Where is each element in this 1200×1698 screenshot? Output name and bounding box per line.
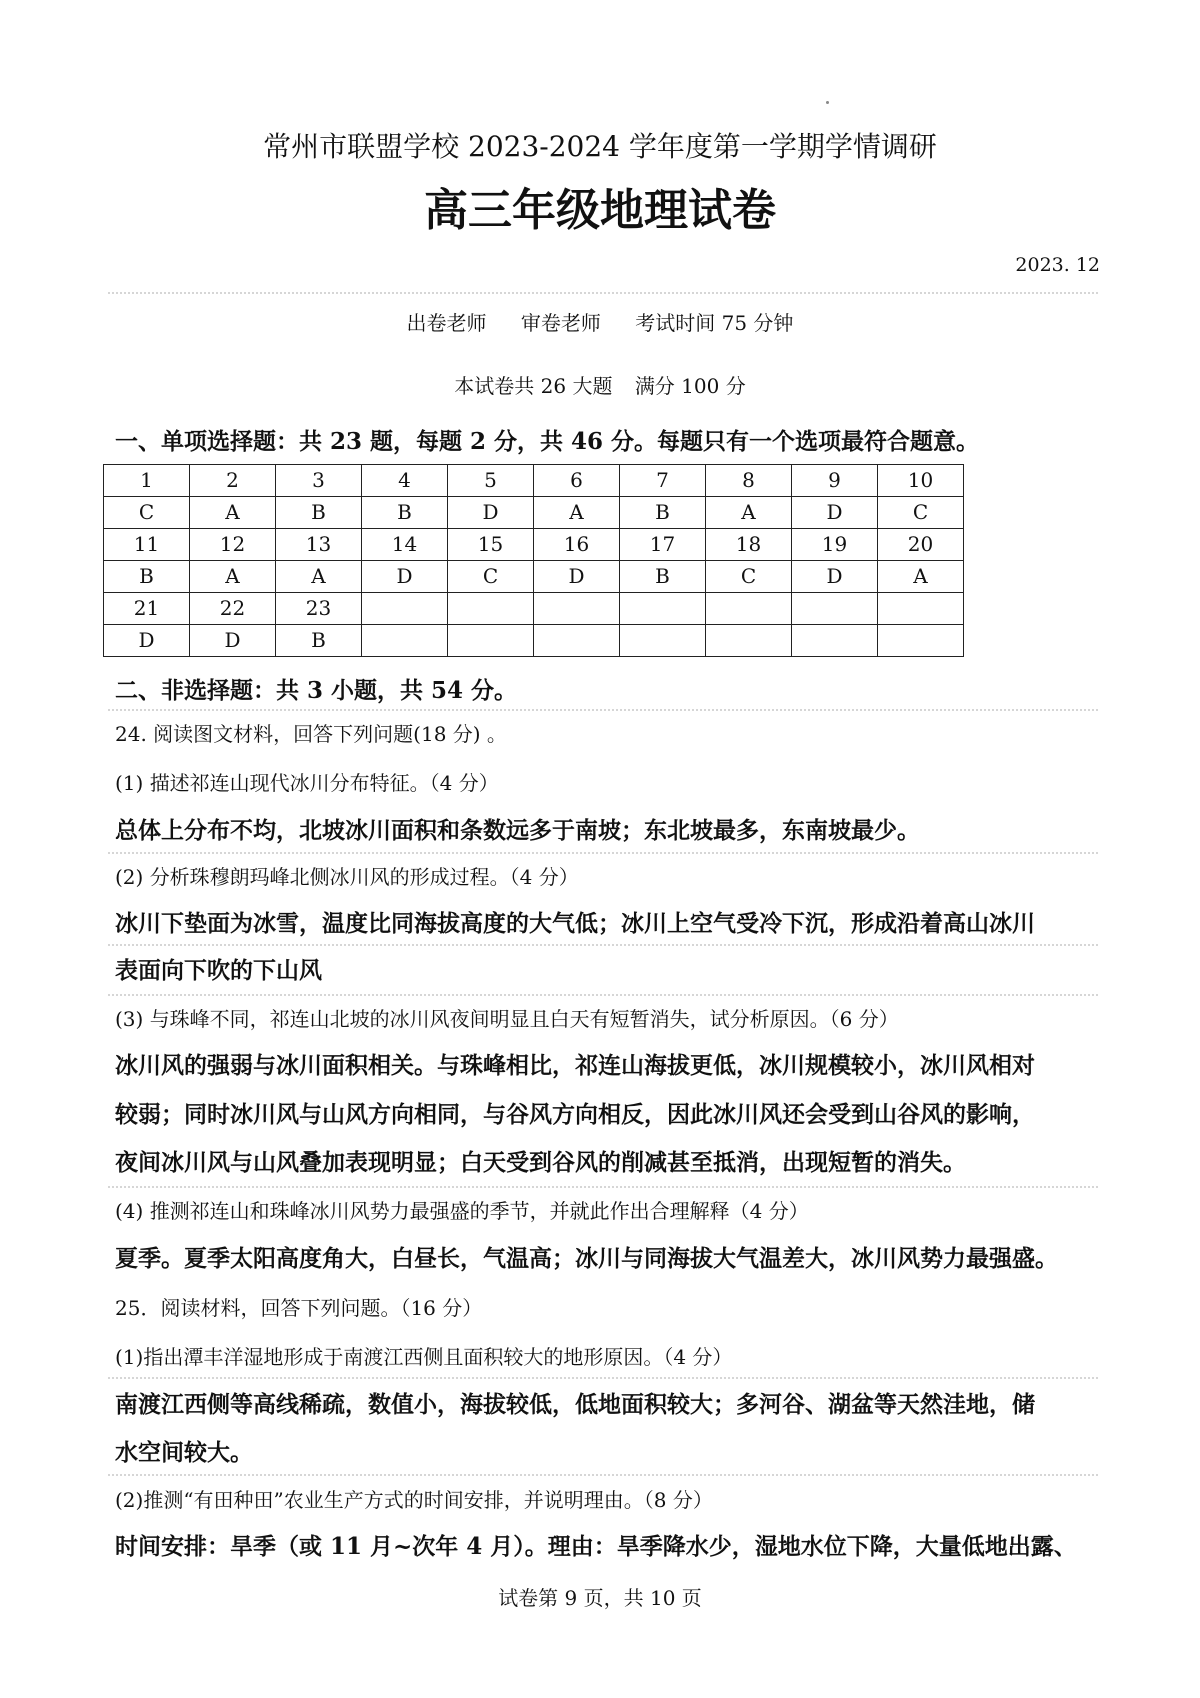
divider <box>108 709 1098 711</box>
exam-title-line1: 常州市联盟学校 2023-2024 学年度第一学期学情调研 <box>263 130 937 163</box>
answer-24-1: 总体上分布不均，北坡冰川面积和条数远多于南坡；东北坡最多，东南坡最少。 <box>115 817 920 844</box>
answer-table-cell <box>792 625 878 657</box>
question-25-2: (2)推测“有田种田”农业生产方式的时间安排，并说明理由。（8 分） <box>115 1488 713 1512</box>
question-24-2: (2) 分析珠穆朗玛峰北侧冰川风的形成过程。（4 分） <box>115 865 579 889</box>
divider <box>108 292 1098 294</box>
page-footer: 试卷第 9 页，共 10 页 <box>498 1586 702 1610</box>
answer-table-cell: A <box>190 497 276 529</box>
answer-table-cell: 2 <box>190 465 276 497</box>
answer-table-row <box>104 593 964 625</box>
exam-title-line2: 高三年级地理试卷 <box>424 185 776 236</box>
answer-table-cell: 10 <box>878 465 964 497</box>
answer-table-cell <box>706 625 792 657</box>
exam-meta-line <box>0 307 1200 336</box>
answer-table <box>103 464 964 657</box>
answer-table-cell: A <box>878 561 964 593</box>
answer-table-row <box>104 529 964 561</box>
answer-table-cell: 6 <box>534 465 620 497</box>
divider <box>108 944 1098 946</box>
answer-table-cell: B <box>362 497 448 529</box>
setter-label: 出卷老师 <box>406 311 487 335</box>
answer-table-cell <box>878 593 964 625</box>
answer-table-row <box>104 625 964 657</box>
answer-table-row <box>104 497 964 529</box>
question-25-1: (1)指出潭丰洋湿地形成于南渡江西侧且面积较大的地形原因。（4 分） <box>115 1345 733 1369</box>
answer-table-cell: B <box>620 561 706 593</box>
answer-table-cell <box>362 593 448 625</box>
answer-table-cell: 13 <box>276 529 362 561</box>
answer-table-cell: B <box>276 625 362 657</box>
answer-table-cell: 8 <box>706 465 792 497</box>
answer-table-cell <box>620 593 706 625</box>
answer-25-1-line2: 水空间较大。 <box>115 1439 253 1466</box>
answer-table-cell: 19 <box>792 529 878 561</box>
answer-table-cell: D <box>448 497 534 529</box>
question-24-1: (1) 描述祁连山现代冰川分布特征。（4 分） <box>115 771 499 795</box>
answer-table-cell: D <box>362 561 448 593</box>
answer-table-cell <box>534 625 620 657</box>
answer-table-cell: 15 <box>448 529 534 561</box>
answer-table-cell: 18 <box>706 529 792 561</box>
answer-25-2-line1: 时间安排：旱季（或 11 月~次年 4 月）。理由：旱季降水少，湿地水位下降，大量低地出露、 <box>115 1533 1077 1560</box>
answer-table-cell: 22 <box>190 593 276 625</box>
answer-table-cell: 1 <box>104 465 190 497</box>
exam-time: 考试时间 75 分钟 <box>635 311 794 335</box>
exam-date: 2023. 12 <box>1015 254 1100 276</box>
answer-table-cell: C <box>104 497 190 529</box>
answer-24-2-line2: 表面向下吹的下山风 <box>115 957 322 984</box>
answer-table-cell <box>448 593 534 625</box>
answer-table-cell: 17 <box>620 529 706 561</box>
answer-table-cell <box>878 625 964 657</box>
answer-table-cell <box>448 625 534 657</box>
answer-table-cell: A <box>276 561 362 593</box>
answer-table-cell: 5 <box>448 465 534 497</box>
answer-table-cell: D <box>792 561 878 593</box>
answer-table-cell: C <box>448 561 534 593</box>
answer-25-1-line1: 南渡江西侧等高线稀疏，数值小，海拔较低，低地面积较大；多河谷、湖盆等天然洼地，储 <box>115 1391 1035 1418</box>
answer-table-cell: D <box>190 625 276 657</box>
divider <box>108 1186 1098 1188</box>
answer-table-cell: D <box>104 625 190 657</box>
answer-table-cell: 11 <box>104 529 190 561</box>
answer-table-cell: D <box>792 497 878 529</box>
answer-table-cell: B <box>620 497 706 529</box>
answer-table-cell <box>534 593 620 625</box>
full-score: 满分 100 分 <box>634 374 746 398</box>
answer-table-cell: 9 <box>792 465 878 497</box>
question-24: 24. 阅读图文材料，回答下列问题(18 分) 。 <box>115 722 507 746</box>
section2-heading: 二、非选择题：共 3 小题，共 54 分。 <box>115 677 518 704</box>
answer-table-cell <box>620 625 706 657</box>
answer-table-cell: C <box>878 497 964 529</box>
answer-table-cell: A <box>190 561 276 593</box>
divider <box>108 1474 1098 1476</box>
scan-dot <box>826 101 829 104</box>
answer-table-cell: 21 <box>104 593 190 625</box>
answer-table-cell: D <box>534 561 620 593</box>
divider <box>108 852 1098 854</box>
answer-24-4: 夏季。夏季太阳高度角大，白昼长，气温高；冰川与同海拔大气温差大，冰川风势力最强盛。 <box>115 1245 1058 1272</box>
answer-table-cell: B <box>276 497 362 529</box>
answer-table-cell: 23 <box>276 593 362 625</box>
answer-table-cell: 4 <box>362 465 448 497</box>
answer-table-cell <box>792 593 878 625</box>
answer-24-3-line3: 夜间冰川风与山风叠加表现明显；白天受到谷风的削减甚至抵消，出现短暂的消失。 <box>115 1149 966 1176</box>
answer-table-cell <box>362 625 448 657</box>
answer-table-cell: A <box>534 497 620 529</box>
divider <box>108 1377 1098 1379</box>
divider <box>108 994 1098 996</box>
section1-heading: 一、单项选择题：共 23 题，每题 2 分，共 46 分。每题只有一个选项最符合题意。 <box>115 428 980 455</box>
answer-table-cell <box>706 593 792 625</box>
answer-table-row <box>104 561 964 593</box>
question-24-4: (4) 推测祁连山和珠峰冰川风势力最强盛的季节，并就此作出合理解释（4 分） <box>115 1199 809 1223</box>
answer-table-row <box>104 465 964 497</box>
exam-info-line <box>0 370 1200 399</box>
answer-table-cell: C <box>706 561 792 593</box>
answer-24-3-line1: 冰川风的强弱与冰川面积相关。与珠峰相比，祁连山海拔更低，冰川规模较小，冰川风相对 <box>115 1052 1035 1079</box>
answer-24-3-line2: 较弱；同时冰川风与山风方向相同，与谷风方向相反，因此冰川风还会受到山谷风的影响， <box>115 1101 1035 1128</box>
question-25: 25．阅读材料，回答下列问题。（16 分） <box>115 1296 483 1320</box>
answer-table-cell: A <box>706 497 792 529</box>
reviewer-label: 审卷老师 <box>520 311 601 335</box>
answer-table-cell: 16 <box>534 529 620 561</box>
answer-24-2-line1: 冰川下垫面为冰雪，温度比同海拔高度的大气低；冰川上空气受冷下沉，形成沿着高山冰川 <box>115 910 1035 937</box>
question-count: 本试卷共 26 大题 <box>454 374 613 398</box>
answer-table-cell: 20 <box>878 529 964 561</box>
answer-table-cell: 14 <box>362 529 448 561</box>
question-24-3: (3) 与珠峰不同，祁连山北坡的冰川风夜间明显且白天有短暂消失，试分析原因。（6 分） <box>115 1007 899 1031</box>
answer-table-cell: 12 <box>190 529 276 561</box>
answer-table-cell: 7 <box>620 465 706 497</box>
answer-table-cell: 3 <box>276 465 362 497</box>
answer-table-cell: B <box>104 561 190 593</box>
